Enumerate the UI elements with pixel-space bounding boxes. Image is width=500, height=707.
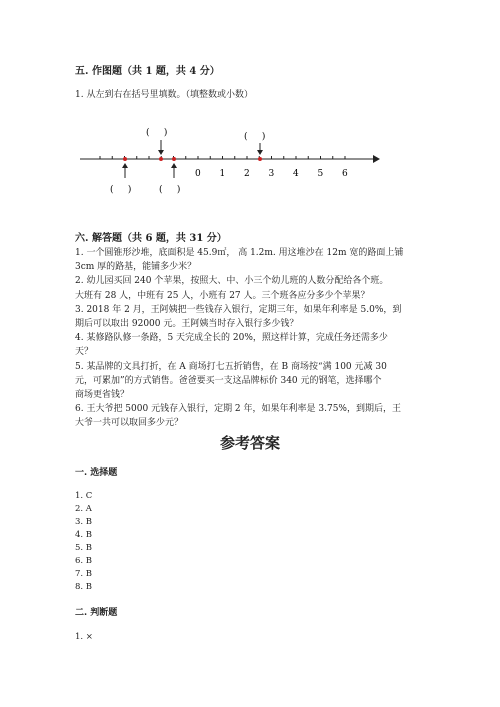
bottom-bracket-1: ( ) <box>110 185 132 195</box>
q-line: 大爷一共可以取回多少元？ <box>75 418 184 429</box>
point-a <box>123 157 127 161</box>
section5-title: 五. 作图题（共 1 题，共 4 分） <box>75 66 220 77</box>
bottom-bracket-2: ( ) <box>159 185 181 195</box>
answer-item: 8. B <box>75 582 93 592</box>
number-line-tick-label: 2 <box>244 169 250 179</box>
point-c <box>172 157 176 161</box>
down-arrowhead-1 <box>158 150 164 155</box>
up-arrowhead-2 <box>171 163 177 168</box>
answer-item: 3. B <box>75 517 93 527</box>
q-line: 6. 王大爷把 5000 元钱存入银行，定期 2 年，如果年利率是 3.75%，到期后，王 <box>75 404 401 415</box>
top-bracket-1: ( ) <box>146 128 168 138</box>
answer-item: 6. B <box>75 556 93 566</box>
down-arrowhead-2 <box>257 150 263 155</box>
q-line: 3cm 厚的路基，能铺多少米？ <box>75 262 197 273</box>
q-line: 商场更省钱？ <box>75 390 130 401</box>
answers-sec1-title: 一. 选择题 <box>75 468 118 478</box>
number-line-tick-label: 0 <box>195 169 201 179</box>
q-line: 天？ <box>75 347 94 358</box>
number-line-tick-label: 1 <box>219 169 226 179</box>
q-line: 1. 一个圆锥形沙堆，底面积是 45.9㎡， 高 1.2m. 用这堆沙在 12m 宽的路面上铺 <box>75 248 404 258</box>
q-line: 5. 某品牌的文具打折，在 A 商场打七五折销售，在 B 商场按“满 100 元减 30 <box>75 361 387 372</box>
number-line-tick-label: 4 <box>293 169 299 179</box>
q-line: 3. 2018 年 2 月，王阿姨把一些钱存入银行，定期三年，如果年利率是 5.0%，到 <box>75 304 402 315</box>
section6-questions <box>75 246 435 431</box>
answer-item: 1. C <box>75 491 93 501</box>
point-b <box>159 157 163 161</box>
q-line: 4. 某修路队修一条路，5 天完成全长的 20%，照这样计算，完成任务还需多少 <box>75 333 388 344</box>
number-line-arrowhead <box>373 155 380 163</box>
number-line-diagram <box>70 122 390 212</box>
q-line: 期后可以取出 92000 元。王阿姨当时存入银行多少钱？ <box>75 319 299 330</box>
answers-sec2-title: 二. 判断题 <box>75 608 118 618</box>
number-line-tick-label: 5 <box>317 169 324 179</box>
section6-title: 六. 解答题（共 6 题，共 31 分） <box>75 233 227 244</box>
number-line-tick-label: 6 <box>342 169 348 179</box>
q-line: 元，可累加”的方式销售。爸爸要买一支这品牌标价 340 元的钢笔，选择哪个 <box>75 375 382 386</box>
answer-item: 4. B <box>75 530 93 540</box>
q-line: 大班有 28 人，中班有 25 人，小班有 27 人。三个班各应分多少个苹果？ <box>75 290 370 301</box>
point-d <box>258 157 262 161</box>
answer-item: 2. A <box>75 504 92 514</box>
number-line-tick-label: 3 <box>268 169 275 179</box>
q-line: 2. 幼儿园买回 240 个苹果，按照大、中、小三个幼儿班的人数分配给各个班。 <box>75 276 389 287</box>
up-arrowhead-1 <box>122 163 128 168</box>
top-bracket-2: ( ) <box>244 132 266 142</box>
answer-item: 1. × <box>75 632 93 642</box>
answer-item: 5. B <box>75 543 93 553</box>
answer-item: 7. B <box>75 569 93 579</box>
answer-title: 参考答案 <box>219 434 280 452</box>
section5-q1: 1. 从左到右在括号里填数。（填整数或小数） <box>75 90 253 100</box>
